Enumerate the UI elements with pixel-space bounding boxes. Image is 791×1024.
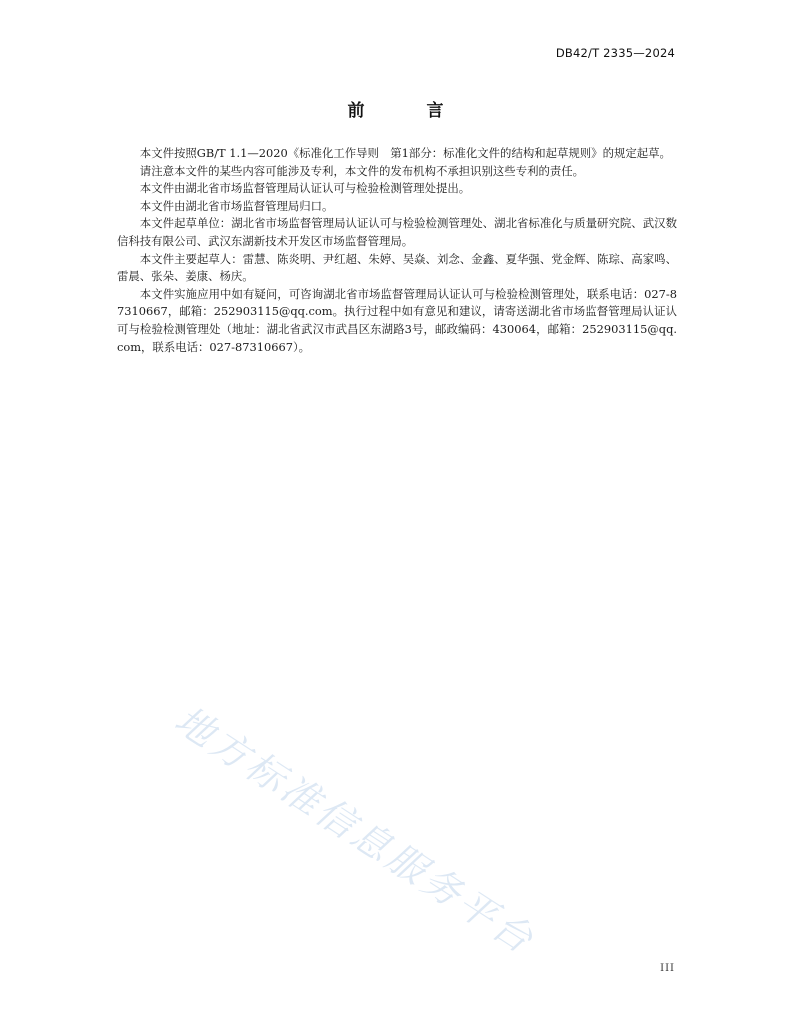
paragraph-administrator: 本文件由湖北省市场监督管理局归口。	[139, 198, 334, 213]
watermark: 地方标准信息服务平台	[167, 697, 544, 964]
document-code: DB42/T 2335—2024	[555, 46, 675, 60]
paragraph-drafting-rules: 本文件按照GB/T 1.1—2020《标准化工作导则 第1部分：标准化文件的结构和起草规则》的规定起草。	[139, 146, 671, 160]
page-title: 前 言	[347, 101, 472, 121]
paragraph-proposer: 本文件由湖北省市场监督管理局认证认可与检验检测管理处提出。	[139, 181, 471, 196]
paragraph-drafters: 本文件主要起草人：雷慧、陈炎明、尹红超、朱婷、吴焱、刘念、金鑫、夏华强、党金辉、陈琮、高家鸣、雷晨、张朵、姜康、杨庆。	[117, 251, 677, 284]
paragraph-drafting-units: 本文件起草单位：湖北省市场监督管理局认证认可与检验检测管理处、湖北省标准化与质量研究院、武汉数信科技有限公司、武汉东湖新技术开发区市场监督管理局。	[117, 216, 677, 248]
paragraph-patent-notice: 请注意本文件的某些内容可能涉及专利，本文件的发布机构不承担识别这些专利的责任。	[139, 163, 585, 178]
paragraph-contact: 本文件实施应用中如有疑问，可咨询湖北省市场监督管理局认证认可与检验检测管理处，联系电话：027-87310667，邮箱：252903115@qq.com。执行过程中如有意见和建议，请寄送湖北省市场监督管理局认证认可与检验检测管理处（地址：湖北省武汉市武昌区东湖路3号，邮政编码：430064，邮箱：252903115@qq.com，联系电话：027-87310667）。	[117, 286, 677, 354]
foreword-body	[117, 145, 677, 356]
page-number: III	[660, 963, 675, 974]
